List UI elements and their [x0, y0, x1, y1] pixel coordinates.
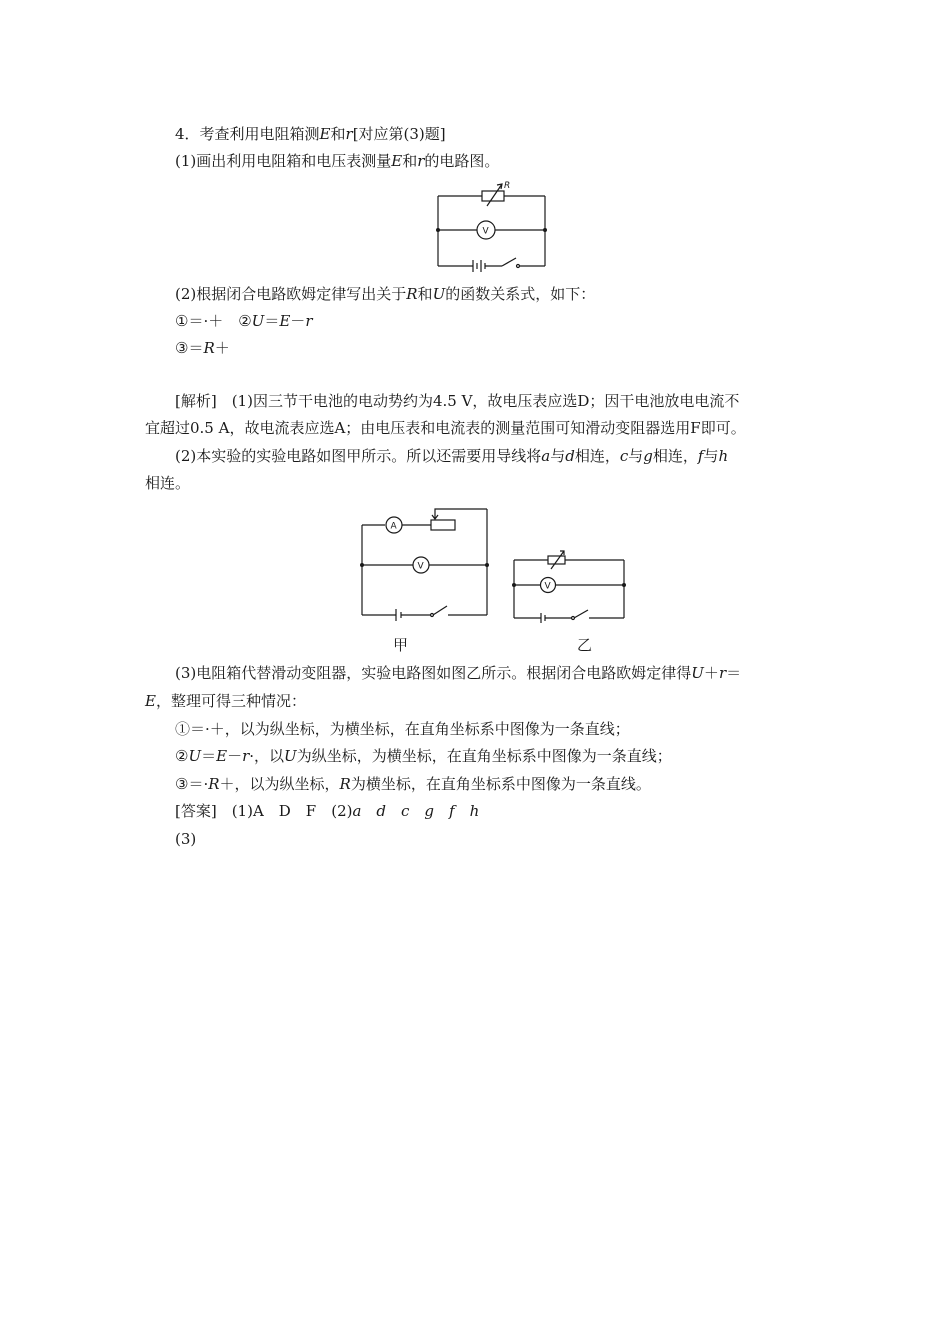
- case-2: ②U＝E－r·，以U为纵坐标，为横坐标，在直角坐标系中图像为一条直线；: [175, 747, 672, 765]
- analysis-line-3: (2)本实验的实验电路如图甲所示。所以还需要用导线将a与d相连，c与g相连，f与h: [175, 447, 729, 465]
- part-3-line-1: (3)电阻箱代替滑动变阻器，实验电路图如图乙所示。根据闭合电路欧姆定律得U＋r＝: [175, 664, 742, 682]
- case-3: ③＝·R＋，以为纵坐标，R为横坐标，在直角坐标系中图像为一条直线。: [175, 775, 651, 793]
- part-3-line-2: E，整理可得三种情况：: [145, 692, 306, 710]
- caption-yi: 乙: [577, 636, 593, 654]
- case-1: ①＝·＋，以为纵坐标，为横坐标，在直角坐标系中图像为一条直线；: [175, 720, 630, 738]
- label-A: A: [390, 521, 397, 532]
- question-4-part-1: (1)画出利用电阻箱和电压表测量E和r的电路图。: [175, 152, 500, 170]
- answer-part-3: (3): [175, 830, 197, 848]
- label-V: V: [544, 581, 551, 592]
- question-4-part-2: (2)根据闭合电路欧姆定律写出关于R和U的函数关系式，如下：: [175, 285, 596, 303]
- label-V: V: [482, 226, 489, 237]
- label-V: V: [417, 561, 424, 572]
- label-R: R: [504, 181, 511, 191]
- analysis-line-4: 相连。: [145, 474, 191, 492]
- answer-line: [答案] (1)A D F (2)a d c g f h: [175, 802, 480, 820]
- caption-jia: 甲: [393, 636, 409, 654]
- analysis-line-1: [解析] (1)因三节干电池的电动势约为4.5 V，故电压表应选D；因干电池放电电流不: [175, 392, 740, 410]
- question-4-title: 4．考查利用电阻箱测E和r[对应第(3)题]: [175, 125, 446, 143]
- circuit-diagram-jia: [355, 505, 495, 620]
- formula-3: ③＝R＋: [175, 339, 230, 357]
- circuit-diagram-resistor-box: [430, 178, 555, 273]
- formula-1-2: ①＝·＋ ②U＝E－r: [175, 312, 313, 330]
- analysis-line-2: 宜超过0.5 A，故电流表应选A；由电压表和电流表的测量范围可知滑动变阻器选用F即可。: [145, 419, 746, 437]
- circuit-diagram-yi: [508, 548, 633, 623]
